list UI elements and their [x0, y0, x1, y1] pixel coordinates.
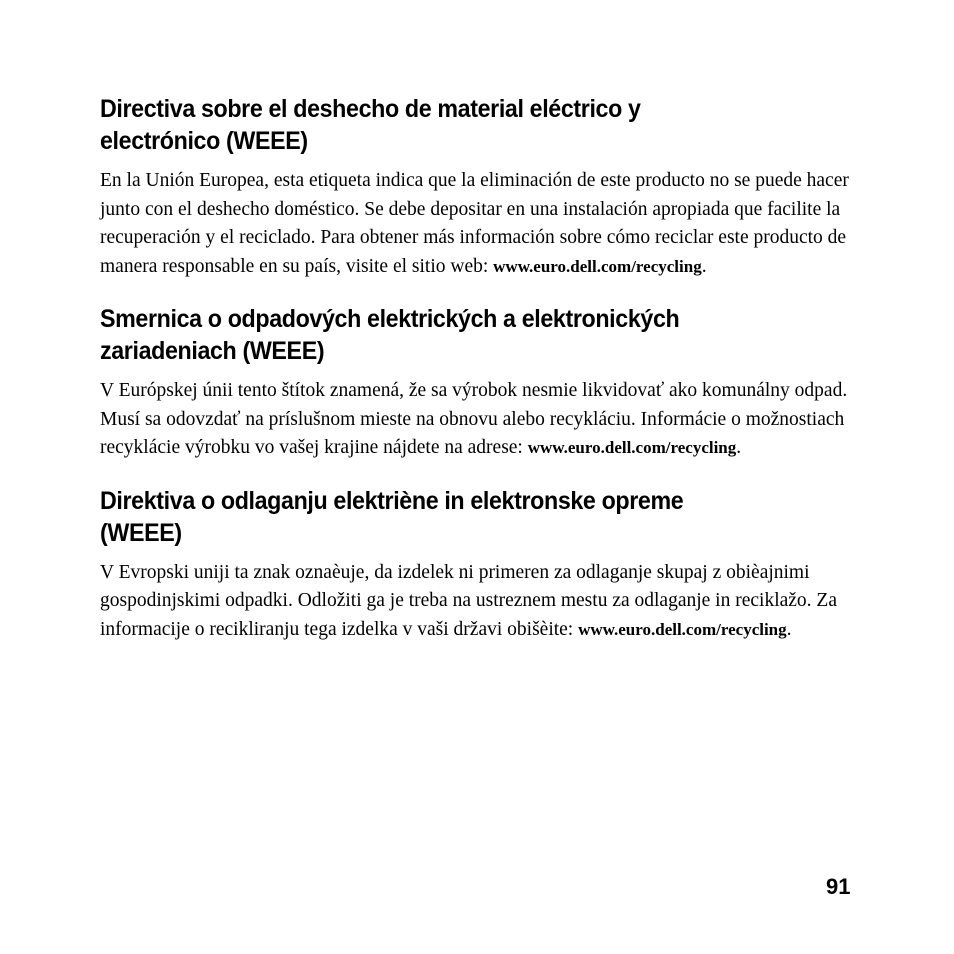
body-text: En la Unión Europea, esta etiqueta indica que la eliminación de este producto no se puede hacer junto con el deshecho doméstico. Se debe depositar en una instalación apropiada que facilite la recuperación y el reciclado. Para obtener más información sobre cómo reciclar este producto de manera responsable en su país, visite el sitio web:	[100, 170, 849, 277]
body-text: V Európskej únii tento štítok znamená, že sa výrobok nesmie likvidovať ako komunálny odpad. Musí sa odovzdať na príslušnom mieste na obnovu alebo recykláciu. Informácie o možnostiach recyklácie výrobku vo vašej krajine nájdete na adrese:	[100, 380, 848, 458]
heading-line-1: Directiva sobre el deshecho de material eléctrico y	[100, 95, 641, 123]
recycling-url: www.euro.dell.com/recycling	[493, 256, 702, 276]
section-heading	[100, 93, 863, 157]
section-slovak-weee	[100, 303, 860, 463]
heading-line-2: (WEEE)	[100, 518, 182, 547]
body-trail: .	[736, 437, 742, 458]
section-spanish-weee	[100, 93, 860, 281]
section-heading	[100, 485, 863, 549]
section-body	[100, 167, 860, 281]
body-trail: .	[701, 255, 707, 277]
heading-line-1: Direktiva o odlaganju elektriène in elektronske opreme	[100, 486, 684, 515]
section-heading	[100, 303, 863, 367]
body-trail: .	[786, 618, 792, 640]
page-number: 91	[826, 874, 851, 899]
body-text: V Evropski uniji ta znak oznaèuje, da izdelek ni primeren za odlaganje skupaj z obièajnimi gospodinjskimi odpadki. Odložiti ga je treba na ustreznem mestu za odlaganje in reciklažo. Za informacije o recikliranju tega izdelka v vaši državi obišèite:	[100, 561, 837, 640]
heading-line-1: Smernica o odpadových elektrických a elektronických	[100, 305, 680, 333]
recycling-url: www.euro.dell.com/recycling	[527, 438, 737, 457]
heading-line-2: zariadeniach (WEEE)	[100, 337, 325, 365]
heading-line-2: electrónico (WEEE)	[100, 127, 308, 155]
section-body	[100, 559, 860, 645]
document-page	[100, 93, 860, 666]
section-slovenian-weee	[100, 485, 860, 645]
section-body	[100, 377, 860, 463]
recycling-url: www.euro.dell.com/recycling	[578, 619, 787, 639]
